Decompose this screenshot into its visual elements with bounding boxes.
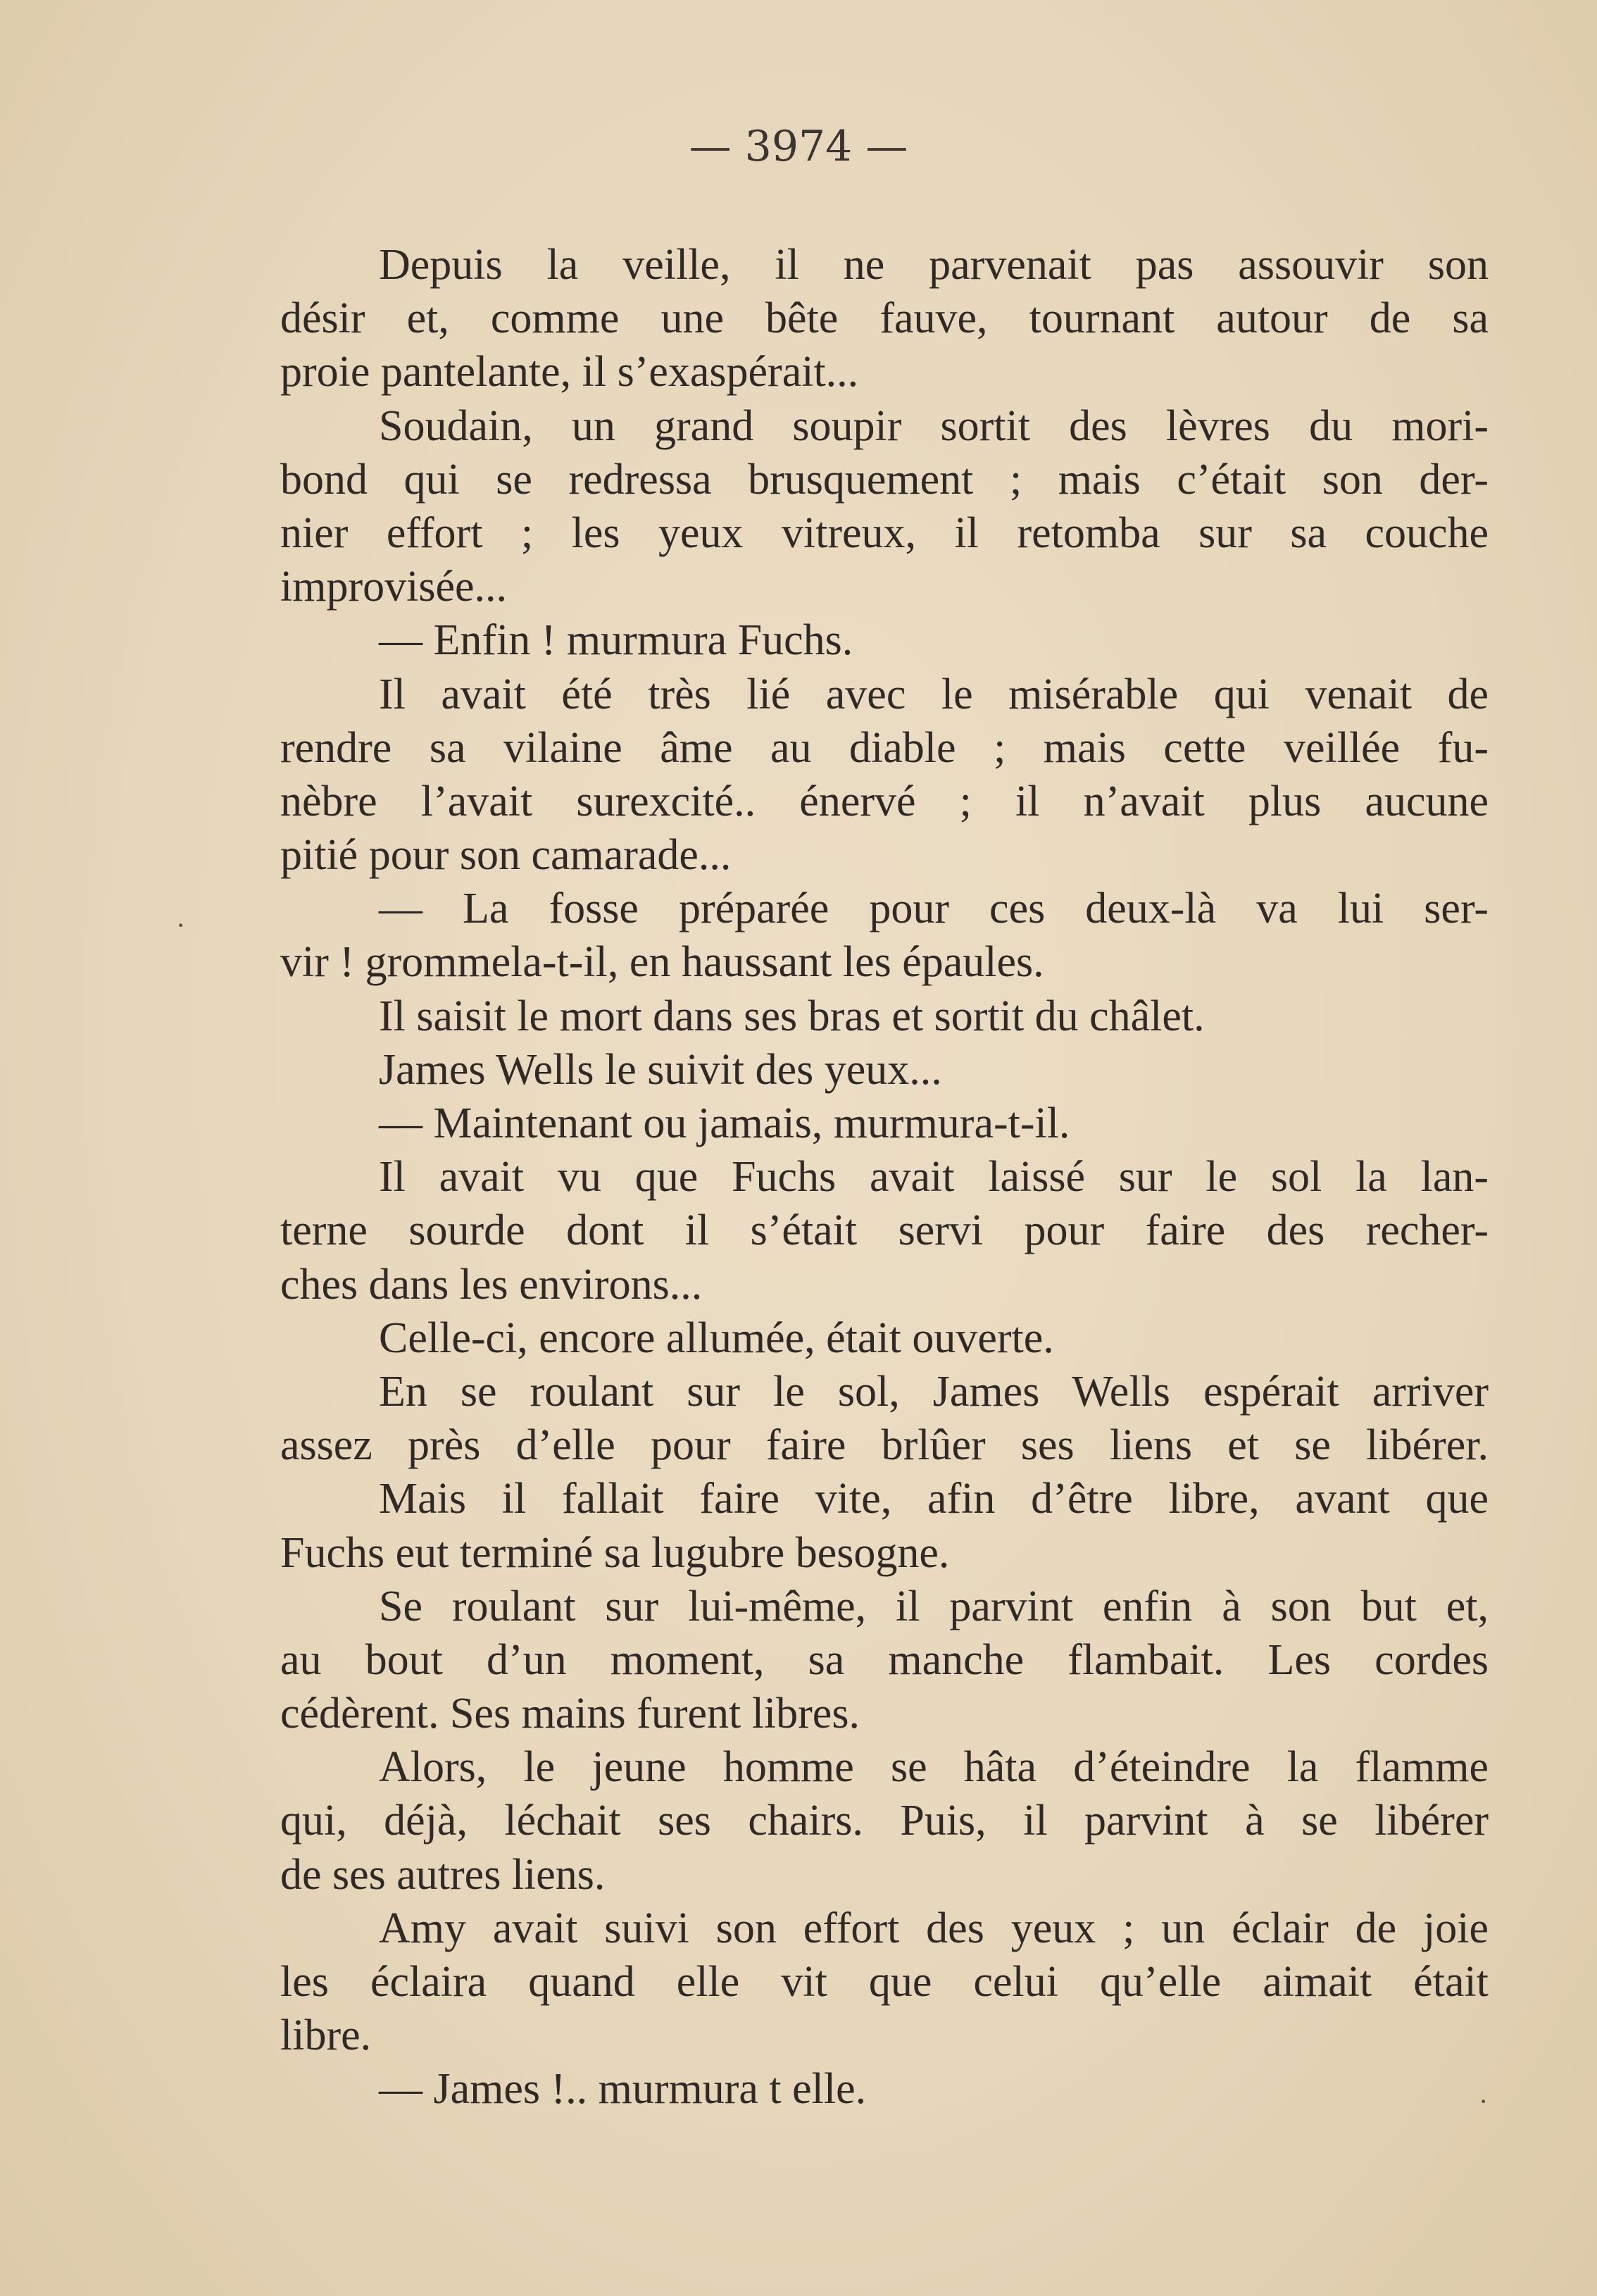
text-line: de ses autres liens. bbox=[280, 1850, 606, 1899]
body-text bbox=[280, 238, 1489, 2116]
text-line: Depuis la veille, il ne parvenait pas assouvir son bbox=[379, 241, 1489, 289]
text-line: au bout d’un moment, sa manche flambait. Les cordes bbox=[280, 1635, 1489, 1684]
text-line: — La fosse préparée pour ces deux-là va lui ser- bbox=[379, 885, 1489, 933]
text-line: nèbre l’avait surexcité.. énervé ; il n’avait plus aucune bbox=[280, 777, 1489, 825]
ink-speck: · bbox=[176, 909, 186, 941]
text-line: rendre sa vilaine âme au diable ; mais cette veillée fu- bbox=[280, 723, 1489, 772]
text-line: pitié pour son camarade... bbox=[280, 831, 732, 880]
text-line: improvisée... bbox=[280, 563, 507, 611]
text-line: Fuchs eut terminé sa lugubre besogne. bbox=[280, 1528, 950, 1577]
text-line: assez près d’elle pour faire brlûer ses liens et se libérer. bbox=[280, 1421, 1489, 1470]
text-line: terne sourde dont il s’était servi pour faire des recher- bbox=[280, 1206, 1489, 1255]
text-line: nier effort ; les yeux vitreux, il retomba sur sa couche bbox=[280, 509, 1489, 557]
text-line: Amy avait suivi son effort des yeux ; un éclair de joie bbox=[379, 1904, 1489, 1952]
text-line: les éclaira quand elle vit que celui qu’elle aimait était bbox=[280, 1958, 1489, 2006]
text-line: James Wells le suivit des yeux... bbox=[379, 1045, 942, 1094]
text-line: Il avait vu que Fuchs avait laissé sur le sol la lan- bbox=[379, 1153, 1489, 1202]
text-line: libre. bbox=[280, 2011, 372, 2060]
text-line: proie pantelante, il s’exaspérait... bbox=[280, 348, 859, 397]
text-line: Alors, le jeune homme se hâta d’éteindre la flamme bbox=[379, 1743, 1489, 1792]
text-line: Se roulant sur lui-même, il parvint enfin à son but et, bbox=[379, 1582, 1489, 1630]
ink-speck: · bbox=[1479, 2085, 1489, 2117]
text-line: qui, déjà, léchait ses chairs. Puis, il parvint à se libérer bbox=[280, 1797, 1489, 1845]
text-line: — Maintenant ou jamais, murmura-t-il. bbox=[379, 1099, 1070, 1147]
text-line: ches dans les environs... bbox=[280, 1260, 703, 1309]
text-line: Mais il fallait faire vite, afin d’être libre, avant que bbox=[379, 1475, 1489, 1523]
text-line: bond qui se redressa brusquement ; mais c’était son der- bbox=[280, 455, 1489, 504]
page-number: — 3974 — bbox=[689, 122, 908, 171]
text-line: Il avait été très lié avec le misérable qui venait de bbox=[379, 670, 1489, 718]
text-line: cédèrent. Ses mains furent libres. bbox=[280, 1690, 860, 1738]
text-line: désir et, comme une bête fauve, tournant autour de sa bbox=[280, 294, 1489, 343]
text-line: vir ! grommela-t-il, en haussant les épaules. bbox=[280, 938, 1044, 987]
text-line: Il saisit le mort dans ses bras et sortit du châlet. bbox=[379, 992, 1205, 1040]
text-line: — James !.. murmura t elle. bbox=[379, 2065, 867, 2114]
text-line: Soudain, un grand soupir sortit des lèvres du mori- bbox=[379, 401, 1489, 450]
text-line: Celle-ci, encore allumée, était ouverte. bbox=[379, 1314, 1054, 1362]
text-line: — Enfin ! murmura Fuchs. bbox=[379, 616, 853, 665]
text-line: En se roulant sur le sol, James Wells espérait arriver bbox=[379, 1367, 1489, 1416]
